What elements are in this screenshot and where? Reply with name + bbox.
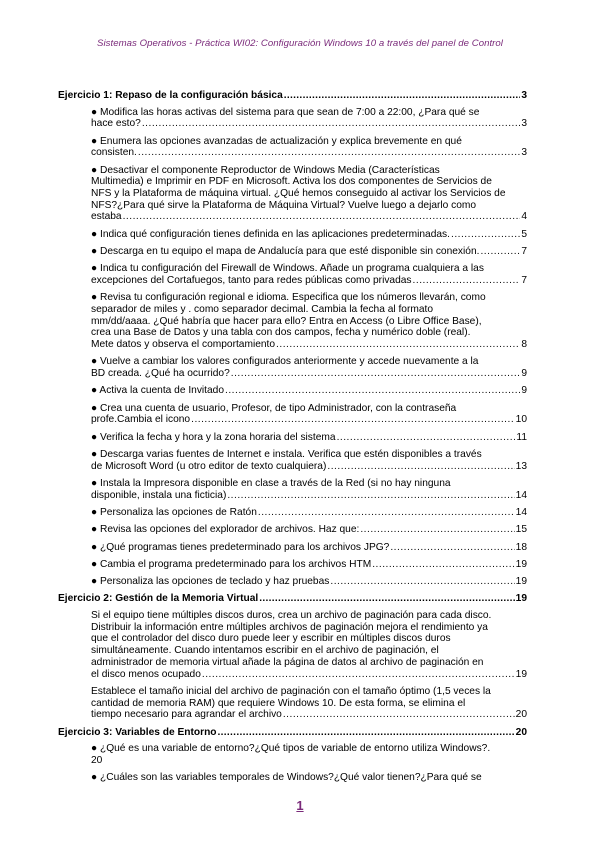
toc-entry-last-line: consisten. — [91, 147, 137, 159]
toc-page-ref: 9 — [521, 385, 527, 397]
toc-leader-dots — [258, 507, 515, 519]
toc-leader-dots — [202, 669, 515, 681]
toc-entry-line: NFS y la Plataforma de máquina virtual. ¿Qué hemos conseguido al activar los Servicios de — [91, 188, 506, 199]
toc-leader-dots — [360, 524, 514, 536]
toc-entry-last-line: ● Descarga en tu equipo el mapa de Andalucía para que esté disponible sin conexión. — [91, 246, 480, 257]
toc-leader-dots — [123, 211, 521, 223]
toc-entry[interactable] — [91, 542, 527, 554]
toc-leader-dots — [227, 490, 514, 502]
toc-entry[interactable] — [91, 432, 527, 444]
toc-page-ref: 9 — [521, 368, 527, 380]
toc-leader-dots — [218, 727, 515, 739]
toc-leader-dots — [337, 432, 516, 444]
toc-entry-line: ● Enumera las opciones avanzadas de actualización y explica brevemente en qué — [91, 135, 462, 147]
toc-page-ref: 19 — [515, 593, 527, 605]
toc-entry-last-line: ● Indica qué configuración tienes definida en las aplicaciones predeterminadas. — [91, 228, 450, 240]
toc-section-title: Ejercicio 2: Gestión de la Memoria Virtual — [58, 593, 259, 605]
toc-entry-line: ● Crea una cuenta de usuario, Profesor, de tipo Administrador, con la contraseña — [91, 402, 457, 414]
toc-entry-last-line: excepciones del Cortafuegos, tanto para redes públicas como privadas — [91, 275, 412, 286]
toc-entry-last-line: disponible, instala una ficticia) — [91, 489, 227, 501]
toc-leader-dots — [231, 368, 521, 380]
toc-entry-last-line: ● ¿Qué programas tienes predeterminado para los archivos JPG? — [91, 541, 390, 553]
toc-page-ref: 3 — [521, 118, 527, 130]
toc-entry-line: ● Modifica las horas activas del sistema para que sean de 7:00 a 22:00, ¿Para qué se — [91, 106, 480, 118]
toc-leader-dots — [284, 90, 521, 102]
toc-page-ref: 3 — [521, 147, 527, 159]
toc-section-title: Ejercicio 1: Repaso de la configuración básica — [58, 90, 283, 101]
toc-entry-line: ● Indica tu configuración del Firewall de Windows. Añade un programa cualquiera a las — [91, 263, 484, 275]
toc-page-ref: 11 — [516, 431, 527, 443]
toc-entry-line: que el controlador del disco duro puede leer y escribir en múltiples discos duros — [91, 633, 451, 645]
toc-entry-line: crea una Base de Datos y una tabla con dos campos, fecha y numérico doble (real). — [91, 327, 471, 339]
toc-entry-line: mm/dd/aaaa. ¿Qué habría que hacer para ello? Entra en Access (o Libre Office Base), — [91, 315, 482, 327]
toc-leader-dots — [276, 339, 520, 351]
toc-entry[interactable] — [91, 478, 527, 501]
toc-page-ref: 15 — [515, 524, 527, 536]
toc-page-ref: 20 — [515, 726, 527, 738]
toc-section-heading[interactable] — [58, 593, 527, 605]
toc-page-ref: 4 — [521, 211, 527, 223]
toc-entry-last-line: ● Revisa las opciones del explorador de archivos. Haz que: — [91, 524, 360, 536]
toc-entry-line: ● Revisa tu configuración regional e idioma. Especifica que los números llevarán, como — [91, 292, 486, 304]
toc-entry-last-line: ● Verifica la fecha y hora y la zona horaria del sistema — [91, 431, 336, 443]
toc-page-ref: 5 — [521, 228, 527, 240]
toc-section-heading[interactable] — [58, 727, 527, 739]
toc-page-ref: 14 — [515, 507, 527, 518]
toc-entry-line: cantidad de memoria RAM) que requiere Windows 10. De esta forma, se elimina el — [91, 697, 466, 709]
toc-section-heading[interactable] — [58, 90, 527, 102]
toc-entry-line: Establece el tamaño inicial del archivo de paginación con el tamaño óptimo (1,5 veces la — [91, 685, 491, 697]
toc-entry[interactable] — [91, 772, 527, 784]
toc-entry-line: ● Descarga varias fuentes de Internet e instala. Verifica que estén disponibles a través — [91, 449, 482, 460]
toc-page-ref: 7 — [521, 275, 527, 286]
toc-entry[interactable] — [91, 743, 527, 766]
toc-entry-line: NFS?¿Para qué sirve la Plataforma de Máquina Virtual? Vuelve luego a dejarlo como — [91, 199, 477, 211]
toc-entry-last-line: ● Personaliza las opciones de teclado y haz pruebas — [91, 576, 330, 588]
toc-entry-line: ● Vuelve a cambiar los valores configurados anteriormente y accede nuevamente a la — [91, 356, 479, 368]
toc-leader-dots — [142, 118, 520, 130]
table-of-contents — [58, 88, 527, 789]
toc-entry[interactable] — [91, 292, 527, 351]
toc-page-ref: 8 — [521, 339, 527, 351]
toc-entry[interactable] — [91, 165, 527, 224]
toc-page-ref: 10 — [515, 414, 527, 426]
toc-leader-dots — [191, 414, 515, 426]
toc-leader-dots — [390, 542, 514, 554]
toc-entry-line: Distribuir la información entre múltiples archivos de paginación mejora el rendimiento ya — [91, 621, 488, 633]
toc-entry[interactable] — [91, 246, 527, 258]
toc-leader-dots — [283, 709, 515, 721]
toc-page-ref: 20 — [515, 709, 527, 721]
toc-page-ref: 3 — [521, 90, 527, 101]
page-number: 1 — [296, 798, 304, 813]
toc-page-ref: 20 — [91, 754, 103, 766]
toc-leader-dots — [225, 385, 520, 397]
toc-entry[interactable] — [91, 403, 527, 426]
toc-entry[interactable] — [91, 263, 527, 286]
toc-section-title: Ejercicio 3: Variables de Entorno — [58, 726, 217, 738]
toc-page-ref: 19 — [515, 668, 527, 680]
toc-leader-dots — [413, 275, 521, 287]
toc-entry-line: simultáneamente. Cuando intentamos escribir en el archivo de paginación, el — [91, 645, 439, 657]
toc-leader-dots — [259, 593, 514, 605]
toc-entry-last-line: ● Activa la cuenta de Invitado — [91, 385, 225, 397]
toc-entry-line: separador de miles y . como separador decimal. Cambia la fecha al formato — [91, 304, 434, 315]
toc-entry[interactable] — [91, 686, 527, 721]
toc-entry[interactable] — [91, 229, 527, 241]
toc-entry-last-line: ● Personaliza las opciones de Ratón — [91, 507, 257, 518]
toc-entry-last-line: estaba — [91, 211, 122, 223]
toc-page-ref: 19 — [515, 558, 527, 570]
toc-leader-dots — [372, 559, 514, 571]
toc-entry[interactable] — [91, 576, 527, 588]
toc-leader-dots — [451, 229, 520, 241]
toc-entry-line: Multimedia) e Imprimir en PDF en Microsoft. Activa los dos componentes de Servicios de — [91, 176, 492, 188]
toc-entry[interactable] — [91, 107, 527, 130]
toc-entry-line: ● ¿Cuáles son las variables temporales de Windows?¿Qué valor tienen?¿Para qué se — [91, 772, 482, 784]
toc-entry[interactable] — [91, 385, 527, 397]
toc-entry-line: Si el equipo tiene múltiples discos duros, crea un archivo de paginación para cada disco. — [91, 610, 492, 622]
toc-entry-last-line: hace esto? — [91, 118, 141, 130]
toc-page-ref: 13 — [515, 460, 527, 472]
toc-entry[interactable] — [91, 356, 527, 379]
toc-entry-line: ● Instala la Impresora disponible en clase a través de la Red (si no hay ninguna — [91, 478, 451, 489]
toc-entry-line: administrador de memoria virtual añade la página de datos al archivo de paginación en — [91, 656, 484, 668]
toc-entry-last-line: Mete datos y observa el comportamiento — [91, 339, 276, 351]
toc-page-ref: 14 — [515, 489, 527, 501]
toc-entry-last-line: el disco menos ocupado — [91, 668, 201, 680]
toc-entry-line: ● ¿Qué es una variable de entorno?¿Qué tipos de variable de entorno utiliza Windows?. — [91, 743, 491, 755]
toc-entry[interactable] — [91, 136, 527, 159]
toc-entry[interactable] — [91, 507, 527, 519]
toc-leader-dots — [138, 147, 520, 159]
toc-entry-last-line: profe.Cambia el icono — [91, 414, 191, 426]
toc-entry-line: ● Desactivar el componente Reproductor de Windows Media (Características — [91, 164, 440, 176]
toc-page-ref: 18 — [515, 541, 527, 553]
page-header: Sistemas Operativos - Práctica WI02: Configuración Windows 10 a través del panel de Control — [97, 38, 503, 49]
toc-entry[interactable] — [91, 610, 527, 680]
toc-entry-last-line: BD creada. ¿Qué ha ocurrido? — [91, 368, 230, 380]
toc-leader-dots — [327, 461, 514, 473]
toc-entry-last-line: tiempo necesario para agrandar el archivo — [91, 709, 282, 721]
toc-leader-dots — [330, 576, 514, 588]
toc-entry[interactable] — [91, 449, 527, 472]
toc-entry[interactable] — [91, 524, 527, 536]
toc-page-ref: 19 — [515, 576, 527, 588]
toc-entry[interactable] — [91, 559, 527, 571]
toc-entry-last-line: de Microsoft Word (u otro editor de texto cualquiera) — [91, 460, 327, 472]
toc-leader-dots — [480, 246, 520, 258]
toc-entry-last-line: ● Cambia el programa predeterminado para los archivos HTM — [91, 558, 372, 570]
toc-page-ref: 7 — [521, 246, 527, 257]
